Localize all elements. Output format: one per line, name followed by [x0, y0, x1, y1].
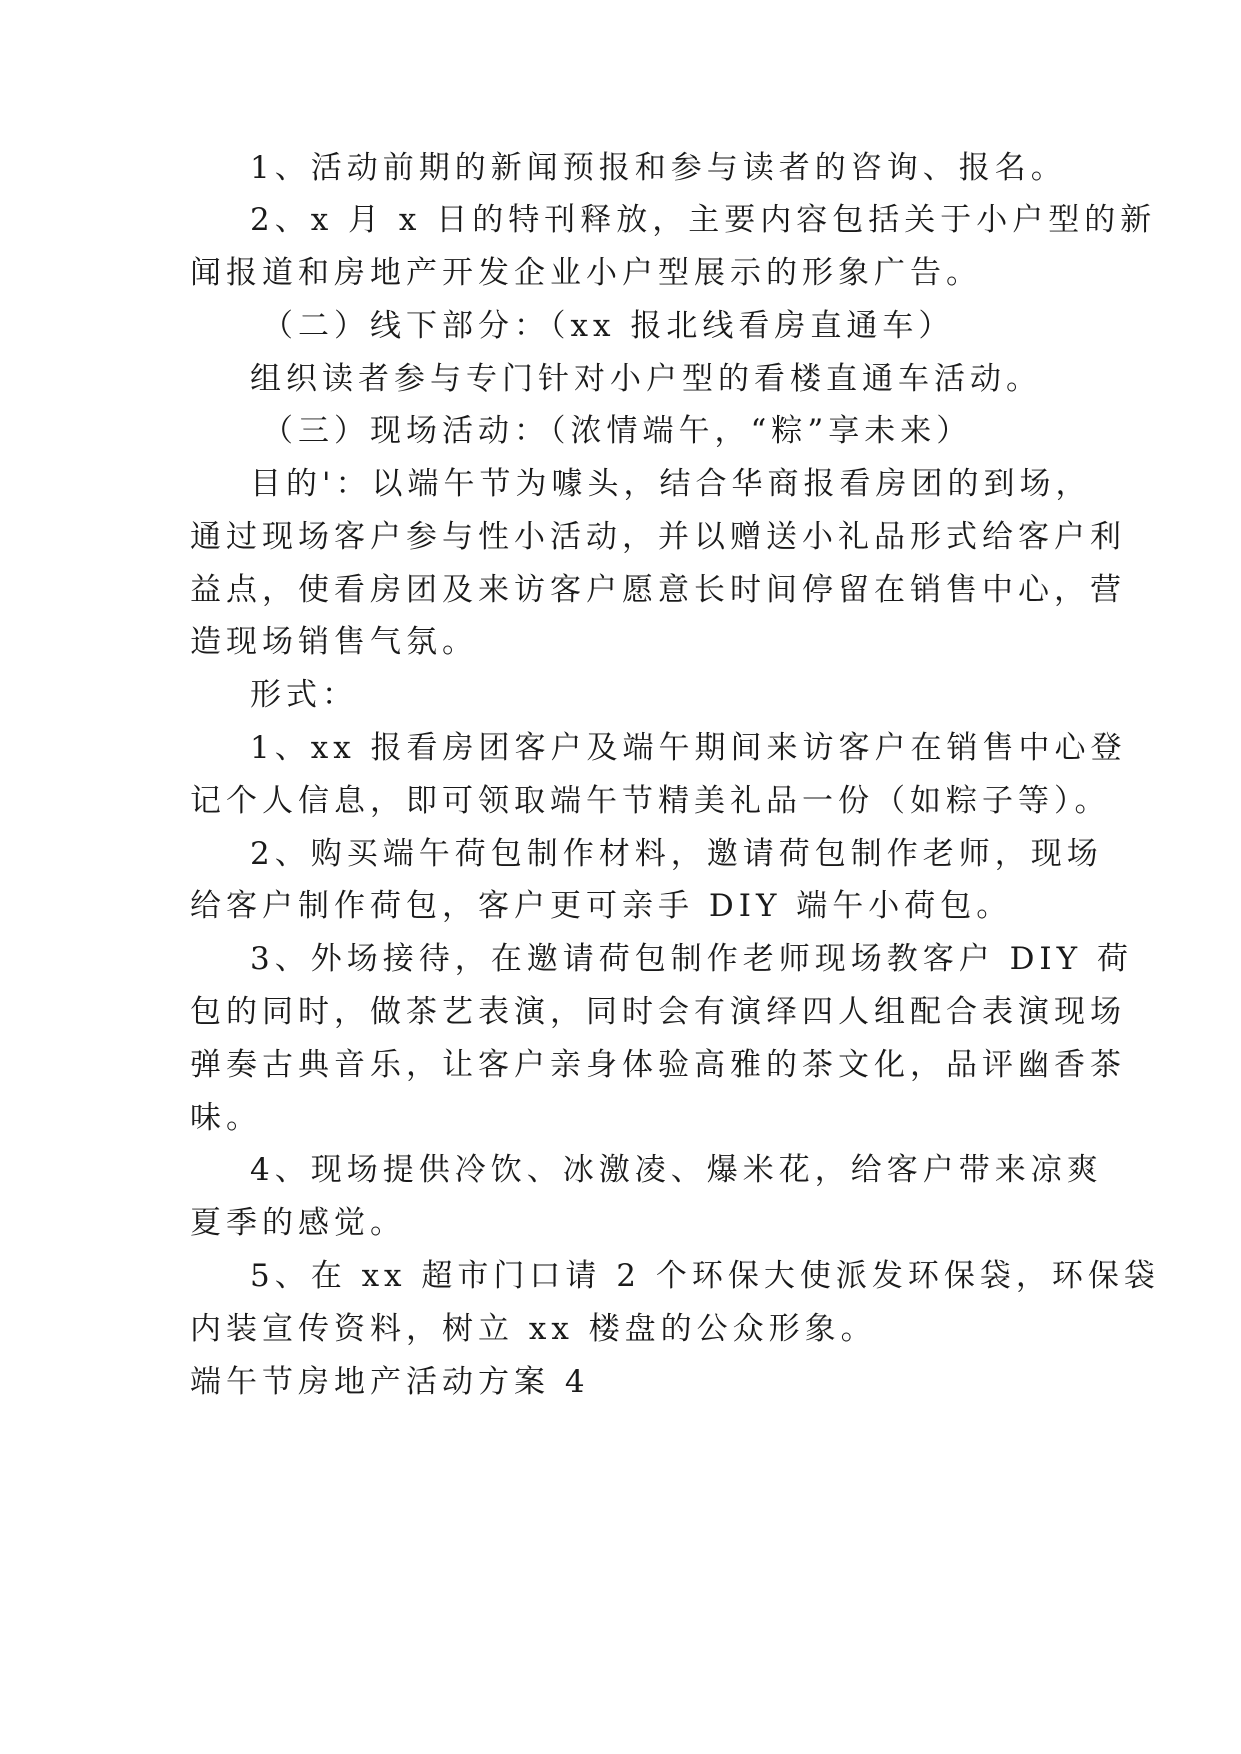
paragraph-line: 5、在 xx 超市门口请 2 个环保大使派发环保袋，环保袋: [250, 1258, 1160, 1294]
paragraph-line: 形式：: [250, 677, 358, 713]
document-title: 端午节房地产活动方案 4: [190, 1364, 590, 1400]
section-heading: （二）线下部分：（xx 报北线看房直通车）: [262, 308, 955, 344]
paragraph-line: 包的同时，做茶艺表演，同时会有演绎四人组配合表演现场: [190, 994, 1126, 1030]
paragraph-line: 记个人信息，即可领取端午节精美礼品一份（如粽子等）。: [190, 783, 1111, 819]
paragraph-line: 弹奏古典音乐，让客户亲身体验高雅的茶文化，品评幽香茶: [190, 1047, 1126, 1083]
paragraph-line: 4、现场提供冷饮、冰激凌、爆米花，给客户带来凉爽: [250, 1152, 1103, 1188]
paragraph-line: 内装宣传资料，树立 xx 楼盘的公众形象。: [190, 1311, 877, 1347]
paragraph-line: 2、购买端午荷包制作材料，邀请荷包制作老师，现场: [250, 836, 1103, 872]
paragraph-line: 通过现场客户参与性小活动，并以赠送小礼品形式给客户利: [190, 519, 1126, 555]
paragraph-line: 夏季的感觉。: [190, 1205, 406, 1241]
paragraph-line: 组织读者参与专门针对小户型的看楼直通车活动。: [250, 361, 1042, 397]
paragraph-line: 闻报道和房地产开发企业小户型展示的形象广告。: [190, 255, 982, 291]
paragraph-line: 造现场销售气氛。: [190, 624, 478, 660]
paragraph-line: 1、xx 报看房团客户及端午期间来访客户在销售中心登: [250, 730, 1127, 766]
section-heading: （三）现场活动：（浓情端午，“粽”享未来）: [262, 413, 973, 449]
paragraph-line: 味。: [190, 1100, 262, 1136]
paragraph-line: 1、活动前期的新闻预报和参与读者的咨询、报名。: [250, 150, 1067, 186]
paragraph-line: 3、外场接待，在邀请荷包制作老师现场教客户 DIY 荷: [250, 941, 1133, 977]
paragraph-line: 2、x 月 x 日的特刊释放，主要内容包括关于小户型的新: [250, 202, 1157, 238]
paragraph-line: 给客户制作荷包，客户更可亲手 DIY 端午小荷包。: [190, 888, 1013, 924]
paragraph-line: 益点，使看房团及来访客户愿意长时间停留在销售中心，营: [190, 572, 1126, 608]
paragraph-line: 目的'：以端午节为噱头，结合华商报看房团的到场，: [250, 466, 1092, 502]
